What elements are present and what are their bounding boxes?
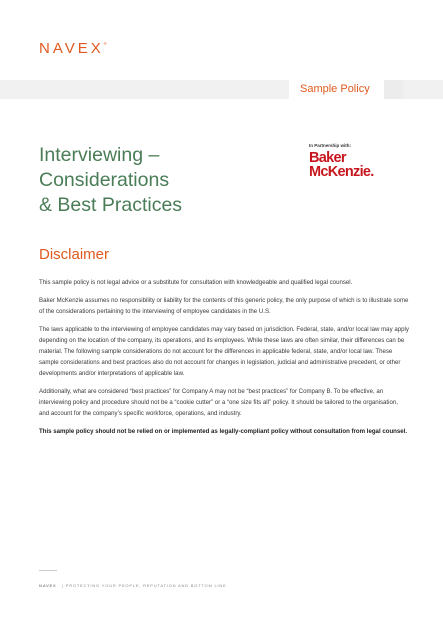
- disclaimer-body: [39, 277, 409, 444]
- title-line-3: & Best Practices: [39, 194, 183, 216]
- disclaimer-heading: Disclaimer: [39, 246, 110, 263]
- disclaimer-paragraph: This sample policy is not legal advice or a substitute for consultation with knowledgeable and qualified legal counsel.: [39, 279, 353, 286]
- footer-brand: NAVEX: [39, 583, 57, 588]
- disclaimer-bold-note: This sample policy should not be relied on or implemented as legally-compliant policy without consultation from legal counsel.: [39, 428, 408, 435]
- title-line-1: Interviewing –: [39, 144, 160, 166]
- partner-logo-line-1: Baker: [309, 150, 346, 166]
- partner-logo-line-2: McKenzie.: [309, 163, 374, 180]
- partnership-label: In Partnership with:: [309, 143, 352, 148]
- sample-policy-label: Sample Policy: [300, 83, 370, 95]
- header-band-square: [384, 80, 403, 99]
- disclaimer-paragraph: Additionally, what are considered “best practices” for Company A may not be “best practices” for Company B. To be effective, an interviewing policy and procedure should not be a “cookie cutter” or a “one size fits all” policy. It should be tailored to the organisation, and account for the company’s specific workforce, operations, and industry.: [39, 388, 398, 417]
- disclaimer-paragraph: Baker McKenzie assumes no responsibility or liability for the contents of this generic policy, the only purpose of which is to illustrate some of the considerations pertaining to the interviewing of employee candidates in the U.S.: [39, 297, 409, 315]
- document-title: [39, 143, 269, 218]
- logo-text: NAVEX: [39, 40, 104, 57]
- logo-registered-mark: ®: [103, 41, 107, 46]
- footer-tagline: | PROTECTING YOUR PEOPLE, REPUTATION AND BOTTOM LINE: [62, 583, 227, 588]
- baker-mckenzie-logo: [309, 152, 374, 179]
- disclaimer-paragraph: The laws applicable to the interviewing of employee candidates may vary based on jurisdiction. Federal, state, and/or local law may apply depending on the location of the company, its operations, and its employees. While these laws are often similar, their differences can be material. The following sample considerations do not account for the differences in applicable federal, state, and/or local law. These sample considerations and best practices also do not account for changes in legislation, judicial and administrative precedent, or other developments and/or interpretations of applicable law.: [39, 326, 409, 377]
- navex-logo: [39, 40, 107, 57]
- footer-divider: [39, 570, 57, 571]
- title-line-2: Considerations: [39, 169, 170, 191]
